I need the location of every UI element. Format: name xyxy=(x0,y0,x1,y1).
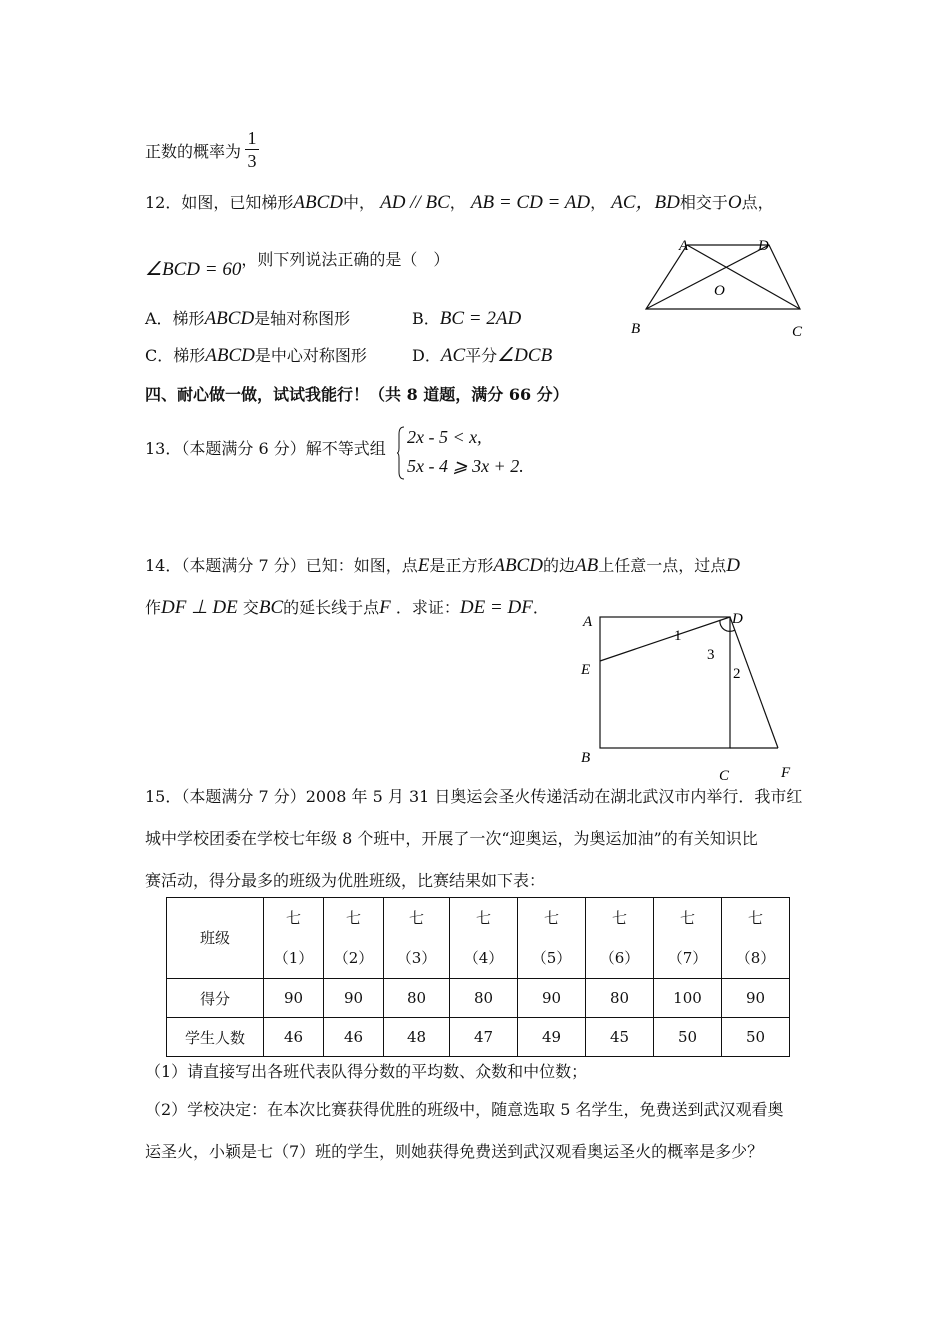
label-c: C xyxy=(792,324,803,340)
class-grade: 七 xyxy=(543,909,559,927)
label-b: B xyxy=(631,321,641,337)
q12-angle-bcd: ∠BCD = 60 xyxy=(145,259,242,280)
head-class-label: 班级 xyxy=(167,898,264,979)
option-a-abcd: ABCD xyxy=(204,308,255,329)
option-a-prefix: A．梯形 xyxy=(145,309,205,328)
score-cell: 90 xyxy=(324,979,384,1018)
q14-ext: 的延长线于点 xyxy=(283,598,380,617)
q14-text-b: 的边 xyxy=(542,556,575,575)
q12-abcd: ABCD xyxy=(293,192,343,213)
q13-lead: 13．（本题满分 6 分）解不等式组 xyxy=(145,439,386,458)
class-grade: 七 xyxy=(285,909,301,927)
class-grade: 七 xyxy=(475,909,491,927)
q11-tail-text: 正数的概率为 xyxy=(145,142,242,161)
angle-1-label: 1 xyxy=(674,628,682,644)
class-num: （8） xyxy=(735,949,776,967)
score-cell: 90 xyxy=(264,979,324,1018)
score-cell: 80 xyxy=(384,979,450,1018)
students-cell: 50 xyxy=(654,1018,722,1057)
q12-option-b xyxy=(412,306,521,330)
q14-square-figure xyxy=(570,600,800,785)
q11-fraction xyxy=(245,128,259,171)
class-num: （4） xyxy=(463,949,504,967)
label-d: D xyxy=(732,611,743,627)
class-cell xyxy=(384,898,450,979)
q12-comma: ， xyxy=(449,193,466,212)
q13-inequality-1: 2x - 5 < x, xyxy=(407,427,482,447)
option-d-mid: 平分 xyxy=(465,346,498,365)
q13-inequality-2: 5x - 4 ⩾ 3x + 2. xyxy=(407,456,524,476)
q12-option-c xyxy=(145,343,367,367)
option-c-prefix: C．梯形 xyxy=(145,346,206,365)
label-o: O xyxy=(714,283,725,299)
score-cell: 90 xyxy=(518,979,586,1018)
q12-ad-parallel-bc: AD // BC xyxy=(380,192,450,213)
trapezoid-outline xyxy=(646,245,800,309)
q14-abcd: ABCD xyxy=(493,555,543,576)
q14-text-c: 上任意一点，过点 xyxy=(598,556,727,575)
label-e: E xyxy=(581,662,591,678)
q12-xiangjiao: 相交于 xyxy=(679,193,728,212)
students-label: 学生人数 xyxy=(167,1018,264,1057)
inequality-brace xyxy=(397,426,405,480)
q14-jiao: 交 xyxy=(242,598,259,617)
score-cell: 90 xyxy=(722,979,790,1018)
students-cell: 50 xyxy=(722,1018,790,1057)
option-b-math: BC = 2AD xyxy=(439,308,522,329)
option-d-ac: AC xyxy=(440,345,466,366)
q14-point-e: E xyxy=(417,555,430,576)
option-b-prefix: B． xyxy=(412,309,440,328)
fraction-denominator: 3 xyxy=(247,151,257,171)
q12-option-d xyxy=(412,343,552,367)
score-table xyxy=(166,897,790,1057)
option-d-prefix: D． xyxy=(412,346,441,365)
option-a-text: 是轴对称图形 xyxy=(254,309,351,328)
class-num: （5） xyxy=(531,949,572,967)
q12-line1 xyxy=(145,187,774,214)
students-cell: 46 xyxy=(324,1018,384,1057)
square-abcd xyxy=(600,617,730,748)
q14-point-f: F xyxy=(379,597,391,618)
table-row-class xyxy=(167,898,790,979)
table-row-score xyxy=(167,979,790,1018)
students-cell: 48 xyxy=(384,1018,450,1057)
q12-option-a xyxy=(145,306,350,330)
class-grade: 七 xyxy=(679,909,695,927)
diagonal-bd xyxy=(646,245,769,309)
class-cell xyxy=(264,898,324,979)
class-grade: 七 xyxy=(747,909,763,927)
q12-ab-eq-cd-eq-ad: AB = CD = AD xyxy=(470,192,591,213)
class-grade: 七 xyxy=(611,909,627,927)
q14-line1 xyxy=(145,553,740,577)
q15-line3: 赛活动，得分最多的班级为优胜班级，比赛结果如下表： xyxy=(145,871,546,890)
score-label: 得分 xyxy=(167,979,264,1018)
score-cell: 80 xyxy=(586,979,654,1018)
label-c: C xyxy=(719,768,730,784)
class-num: （1） xyxy=(273,949,314,967)
class-cell xyxy=(518,898,586,979)
q12-lead: 12．如图，已知梯形 xyxy=(145,193,294,212)
table-row-students xyxy=(167,1018,790,1057)
option-c-text: 是中心对称图形 xyxy=(254,346,367,365)
angle-2-label: 2 xyxy=(733,666,741,682)
label-b: B xyxy=(581,750,591,766)
q15-sub2-line2: 运圣火，小颖是七（7）班的学生，则她获得免费送到武汉观看奥运圣火的概率是多少？ xyxy=(145,1142,764,1161)
q14-point-d: D xyxy=(726,555,740,576)
option-d-math: ∠DCB xyxy=(497,345,553,366)
class-num: （7） xyxy=(667,949,708,967)
class-cell xyxy=(722,898,790,979)
class-grade: 七 xyxy=(408,909,424,927)
q12-question: ，则下列说法正确的是（ ） xyxy=(241,250,450,269)
q14-dot: ． xyxy=(532,598,549,617)
section-four-heading: 四、耐心做一做，试试我能行！（共 8 道题，满分 66 分） xyxy=(145,385,569,404)
fraction-numerator: 1 xyxy=(247,128,257,148)
q14-df-perp-de: DF ⊥ DE xyxy=(161,597,238,618)
q12-line2 xyxy=(145,250,450,281)
q15-line2: 城中学校团委在学校七年级 8 个班中，开展了一次“迎奥运，为奥运加油”的有关知识比 xyxy=(145,829,758,848)
students-cell: 46 xyxy=(264,1018,324,1057)
students-cell: 49 xyxy=(518,1018,586,1057)
q14-line2 xyxy=(145,595,549,619)
class-num: （3） xyxy=(396,949,437,967)
q15-line1: 15．（本题满分 7 分）2008 年 5 月 31 日奥运会圣火传递活动在湖北武汉市内举行．我市红 xyxy=(145,787,803,806)
q14-bc: BC xyxy=(258,597,284,618)
students-cell: 45 xyxy=(586,1018,654,1057)
label-d: D xyxy=(758,238,769,254)
q14-zuo: 作 xyxy=(145,598,162,617)
q12-zhong: 中， xyxy=(342,193,375,212)
fraction-bar xyxy=(245,149,259,150)
class-grade: 七 xyxy=(345,909,361,927)
label-a: A xyxy=(583,614,593,630)
q15-sub2-line1: （2）学校决定：在本次比赛获得优胜的班级中，随意选取 5 名学生，免费送到武汉观看奥 xyxy=(145,1100,784,1119)
option-c-abcd: ABCD xyxy=(205,345,255,366)
class-cell xyxy=(654,898,722,979)
angle-3-label: 3 xyxy=(707,647,715,663)
q14-text-a: 是正方形 xyxy=(429,556,494,575)
q12-ac-bd: AC，BD xyxy=(611,192,680,213)
score-cell: 80 xyxy=(450,979,518,1018)
q15-sub1: （1）请直接写出各班代表队得分数的平均数、众数和中位数； xyxy=(145,1062,588,1081)
q12-comma2: ， xyxy=(590,193,607,212)
diagonal-ac xyxy=(687,245,800,309)
class-num: （6） xyxy=(599,949,640,967)
class-cell xyxy=(586,898,654,979)
class-num: （2） xyxy=(333,949,374,967)
students-cell: 47 xyxy=(450,1018,518,1057)
q14-lead: 14．（本题满分 7 分）已知：如图，点 xyxy=(145,556,418,575)
class-cell xyxy=(450,898,518,979)
label-f: F xyxy=(781,765,791,781)
q12-dian: 点， xyxy=(741,193,774,212)
q12-trapezoid-figure xyxy=(620,232,820,342)
class-cell xyxy=(324,898,384,979)
q12-point-o: O xyxy=(727,192,742,213)
score-cell: 100 xyxy=(654,979,722,1018)
q14-ab: AB xyxy=(574,555,599,576)
q14-claim: DE = DF xyxy=(459,597,533,618)
q14-prove: ．求证： xyxy=(395,598,460,617)
label-a: A xyxy=(679,238,689,254)
segment-df xyxy=(730,617,778,748)
